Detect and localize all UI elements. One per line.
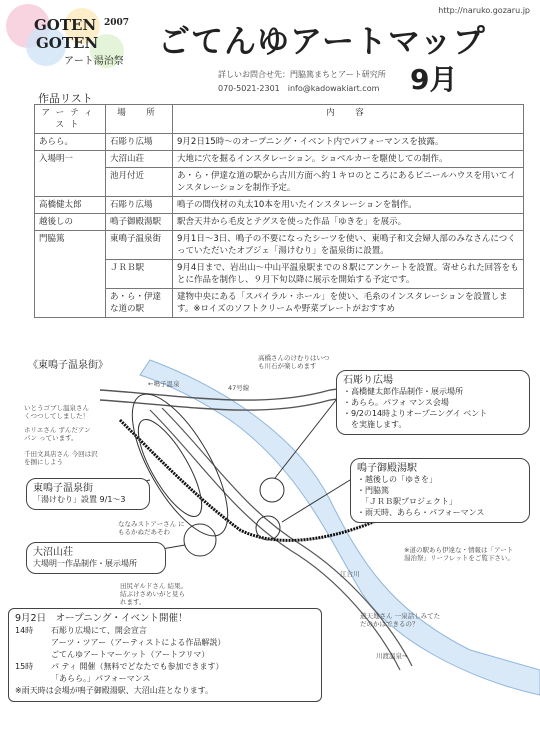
event-line <box>15 625 315 637</box>
works-section-title: 作品リスト <box>38 92 93 105</box>
box-item: を実施します。 <box>343 420 407 429</box>
event-note: ※雨天時は会場が鳴子御殿湯駅、大沼山荘となります。 <box>15 686 214 695</box>
place-cell: あ・ら・伊達な道の駅 <box>106 289 173 318</box>
goten-info-box <box>350 458 530 523</box>
artist-cell: 越後しの <box>35 214 106 231</box>
table-row <box>35 197 524 214</box>
opening-event-box <box>8 608 322 702</box>
place-label: 47号線 <box>228 384 250 392</box>
map-note: 田尻ギルドさん 結果。結ぶけさめいがと見られます。 <box>120 582 188 606</box>
works-header-row <box>35 105 524 134</box>
artist-cell: あらら。 <box>35 134 106 151</box>
map-note: ※道の駅あら伊達な・情報は「アート湯治祭」リーフレットをご覧下さい。 <box>404 546 514 562</box>
logo-year: 2007 <box>104 18 130 28</box>
higashi-info-box <box>26 478 150 510</box>
map-note: ホリエさん ずんだアンパン っています。 <box>24 426 91 442</box>
artist-cell: 入場明一 <box>35 151 106 197</box>
contact-line-2: 070-5021-2301 info@kadowakiart.com <box>218 84 380 93</box>
location-circle <box>184 524 216 556</box>
festival-logo <box>6 4 146 74</box>
box-item: 「ＪＲＢ駅プロジェクト」 <box>357 497 457 506</box>
table-row <box>35 168 524 197</box>
content-cell: 9月1日～3日、鳴子の不要になったシーツを使い、東鳴子和文会婦人部のみなさんにつくっていただいたオブジェ「湯けむり」を温泉街に設置。 <box>173 231 524 260</box>
content-cell: 9月4日まで、岩出山～中山平温泉駅までの８駅にアンケートを設置。寄せられた回答をもとに作品を制作し、９月下旬以降に展示を開始する予定です。 <box>173 260 524 289</box>
map-note: いとうゴブし温泉さんくつつしてしました！ <box>24 404 89 420</box>
map-note: 道天地さん 一泉話しみてただのかはできるの？ <box>360 612 441 628</box>
event-text: アーツ・ツアー（アーティストによる作品解説） <box>51 638 226 647</box>
logo-text-3: アート湯治祭 <box>64 56 124 67</box>
location-circle <box>260 478 284 502</box>
box-title: 東鳴子温泉街 <box>33 483 93 494</box>
content-cell: 9月2日15時～のオープニング・イベント内でパフォーマンスを披露。 <box>173 134 524 151</box>
event-time: 15時 <box>15 662 34 671</box>
place-cell: ＪＲＢ駅 <box>106 260 173 289</box>
place-cell: 東鳴子温泉街 <box>106 231 173 260</box>
box-item: 「湯けむり」設置 9/1～3 <box>33 495 126 504</box>
event-line <box>15 673 315 685</box>
place-label: 江合川 <box>340 570 360 578</box>
content-cell: あ・ら・伊達な道の駅から古川方面へ約１キロのところにあるビニールハウスを用いてインスタレーションを制作予定。 <box>173 168 524 197</box>
box-item: 大場明一作品制作・展示場所 <box>33 559 137 568</box>
box-item: ・9/2の14時よりオープニングイ ベント <box>343 409 488 418</box>
month-label: 9月 <box>410 63 458 96</box>
map-title: 《東鳴子温泉街》 <box>28 360 108 371</box>
event-title: 9月2日 オープニング・イベント開催！ <box>15 613 188 624</box>
event-time: 14時 <box>15 626 34 635</box>
box-item: ・高橋健太郎作品制作・展示場所 <box>343 387 463 396</box>
event-text: 「あらら。」パフォーマンス <box>51 674 151 683</box>
works-table <box>34 104 524 318</box>
box-item: ・越後しの「ゆきを」 <box>357 475 437 484</box>
site-url: http://naruko.gozaru.jp <box>438 6 530 15</box>
contact-line-1: 詳しいお問合せ先：門脇篤まちとアート研究所 <box>218 70 386 79</box>
place-cell: 石彫り広場 <box>106 197 173 214</box>
event-text: 石彫り広場にて、開会宣言 <box>51 626 147 635</box>
event-text: パ ティ 開催（無料でどなたでも参加できます） <box>51 662 224 671</box>
content-cell: 大地に穴を掘るインスタレーション。ショベルカーを駆使しての制作。 <box>173 151 524 168</box>
event-line <box>15 661 315 673</box>
artist-cell: 門脇篤 <box>35 231 106 318</box>
header-content: 内 容 <box>173 105 524 134</box>
box-item: ・門脇篤 <box>357 486 389 495</box>
event-line <box>15 637 315 649</box>
map-note: 高橋さんのけむりはいつも川石が楽しめます <box>258 354 330 370</box>
logo-text-1: GOTEN <box>34 16 97 34</box>
table-row <box>35 151 524 168</box>
box-item: ・雨天時、あらら・パフォーマンス <box>357 508 485 517</box>
map-note: ななみストアーさん にもるかぬだあそわ <box>118 520 185 536</box>
page-title: ごてんゆアートマップ <box>158 22 486 60</box>
content-cell: 鳴子の間伐材の丸太10本を用いたインスタレーションを制作。 <box>173 197 524 214</box>
table-row <box>35 260 524 289</box>
table-row <box>35 289 524 318</box>
header-place: 場 所 <box>106 105 173 134</box>
event-line <box>15 649 315 661</box>
onuma-info-box <box>26 542 166 574</box>
logo-text-2: GOTEN <box>36 34 99 52</box>
content-cell: 駅舎天井から毛皮とテグスを使った作品「ゆきを」を展示。 <box>173 214 524 231</box>
box-title: 大沼山荘 <box>33 547 73 558</box>
content-cell: 建物中央にある「スパイラル・ホール」を使い、毛糸のインスタレーションを設置します。※ロイズのソフトクリームや野菜プレートがおすすめ <box>173 289 524 318</box>
table-row <box>35 231 524 260</box>
header-artist: アーティスト <box>35 105 106 134</box>
table-row <box>35 134 524 151</box>
place-cell: 鳴子御殿湯駅 <box>106 214 173 231</box>
place-label: 川渡温泉→ <box>376 652 408 660</box>
map-note: 千田文具店さん 今回は沢を掴にしよう <box>24 450 98 466</box>
place-label: ←鳴子温泉 <box>148 380 180 388</box>
table-row <box>35 214 524 231</box>
box-item: ・あらら。パフォ マンス会場 <box>343 398 449 407</box>
contact-info <box>218 68 386 96</box>
artist-cell: 高橋健太郎 <box>35 197 106 214</box>
place-cell: 石彫り広場 <box>106 134 173 151</box>
place-cell: 大沼山荘 <box>106 151 173 168</box>
box-title: 石彫り広場 <box>343 375 393 386</box>
place-cell: 池月付近 <box>106 168 173 197</box>
ishibori-info-box <box>336 370 530 435</box>
event-text: ごてんゆアートマーケット（アートフリマ） <box>51 650 210 659</box>
area-map <box>0 350 540 750</box>
box-title: 鳴子御殿湯駅 <box>357 463 417 474</box>
